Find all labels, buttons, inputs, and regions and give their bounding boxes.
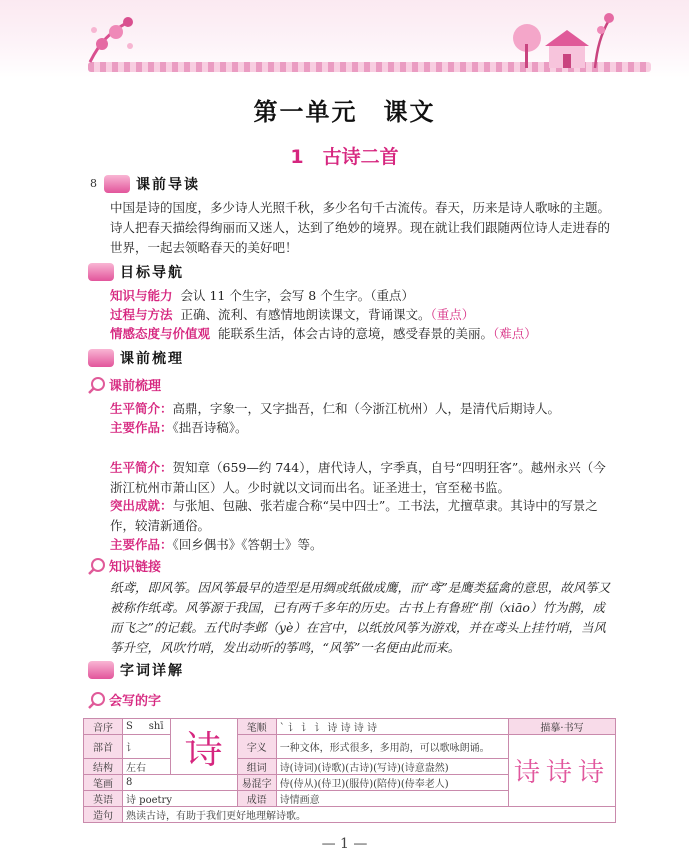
section-label: 目标导航 (120, 265, 184, 281)
subsection-label: 课前梳理 (109, 379, 162, 394)
label-strokes: 笔画 (84, 775, 123, 791)
radical-value: 讠 (123, 735, 171, 759)
subsection-knowledge (88, 556, 161, 575)
flower-decoration-icon (80, 12, 140, 68)
goal-tag: （难点） (492, 326, 537, 341)
big-character: 诗 (170, 719, 237, 775)
goal-item (110, 324, 630, 344)
poet-info-line (110, 399, 620, 419)
sentence-value: 熟读古诗，有助于我们更好地理解诗歌。 (123, 807, 616, 823)
label-radical: 部首 (84, 735, 123, 759)
info-key: 突出成就： (110, 498, 173, 513)
idiom-value: 诗情画意 (276, 791, 508, 807)
info-key: 生平简介： (110, 401, 173, 416)
subsection-label: 会写的字 (109, 694, 162, 709)
goal-key: 知识与能力 (110, 288, 173, 303)
info-text: 《拙吾诗稿》。 (172, 420, 248, 435)
label-meaning: 字义 (237, 735, 276, 759)
stroke-sequence: ` 讠 讠 讠 诗 诗 诗 诗 (276, 719, 508, 735)
page-number: — 1 — (321, 836, 368, 852)
info-key: 生平简介： (110, 460, 173, 475)
section-goals (88, 262, 184, 282)
header-banner (0, 0, 689, 78)
goal-text: 会认 11 个生字，会写 8 个生字。 (180, 288, 371, 303)
house-tree-decoration-icon (505, 8, 615, 70)
unit-title: 第一单元 课文 (253, 98, 436, 126)
character-card-table (83, 718, 616, 823)
order-letter: S shī (123, 719, 171, 735)
label-order: 音序 (84, 719, 123, 735)
side-page-number: 8 (90, 177, 97, 190)
label-english: 英语 (84, 791, 123, 807)
label-idiom: 成语 (237, 791, 276, 807)
book-icon (88, 263, 114, 281)
label-stroke-order: 笔顺 (237, 719, 276, 735)
subsection-pre-review (88, 375, 161, 394)
goal-item (110, 305, 610, 325)
info-key: 主要作品： (110, 537, 173, 552)
poet-info-line (110, 535, 615, 555)
book-icon (104, 175, 130, 193)
info-text: 高鼎，字象一，又字拙吾，仁和（今浙江杭州）人，是清代后期诗人。 (172, 401, 561, 416)
goal-text: 正确、流利、有感情地朗读课文，背诵课文。 (180, 307, 431, 322)
trace-practice: 诗诗诗 (509, 735, 616, 807)
section-label: 课前导读 (136, 177, 200, 193)
label-words: 组词 (237, 759, 276, 775)
lesson-title: 1 古诗二首 (290, 146, 399, 168)
meaning-value: 一种文体，形式很多，多用韵，可以歌咏朗诵。 (276, 735, 508, 759)
confusable-value: 侍(侍从)(侍卫)(服侍)(陪侍)(侍奉老人) (276, 775, 508, 791)
goal-text: 能联系生活，体会古诗的意境，感受春景的美丽。 (217, 326, 493, 341)
section-preview-guide (104, 174, 206, 194)
strokes-value: 8 (123, 775, 238, 791)
info-key: 主要作品： (110, 420, 173, 435)
section-pre-class (88, 348, 184, 368)
info-text: 与张旭、包融、张若虚合称“吴中四士”。工书法，尤擅草隶。其诗中的写景之作，较清新通俗。 (110, 498, 598, 533)
info-text: 《回乡偶书》《答朝士》等。 (172, 537, 323, 552)
poet-info-line (110, 496, 615, 536)
magnifier-icon (88, 691, 106, 709)
label-sentence: 造句 (84, 807, 123, 823)
section-label: 课前梳理 (120, 351, 184, 367)
goal-key: 情感态度与价值观 (110, 326, 211, 341)
section-word-explain (88, 660, 184, 680)
label-structure: 结构 (84, 759, 123, 775)
goal-tag: （重点） (430, 307, 475, 322)
label-practice: 描摹·书写 (509, 719, 616, 735)
subsection-label: 知识链接 (109, 560, 162, 575)
magnifier-icon (88, 557, 106, 575)
goal-key: 过程与方法 (110, 307, 173, 322)
label-confusable: 易混字 (237, 775, 276, 791)
words-value: 诗(诗词)(诗歌)(古诗)(写诗)(诗意盎然) (276, 759, 508, 775)
knowledge-paragraph: 纸鸢，即风筝。因风筝最早的造型是用绸或纸做成鹰，而“鸢”是鹰类猛禽的意思，故风筝又被称作纸鸢。风筝源于我国，已有两千多年的历史。古书上有鲁班“削（xiāo）竹为鹊，成而飞之”的记载。五代时李邺（yè）在宫中，以纸放风筝为游戏，并在鸢头上挂竹哨，当风筝升空，风吹竹哨，发出动听的筝鸣，“风筝”一名便由此而来。 (110, 580, 611, 655)
intro-paragraph: 中国是诗的国度，多少诗人光照千秋，多少名句千古流传。春天，历来是诗人歌咏的主题。诗人把春天描绘得绚丽而又迷人，达到了绝妙的境界。现在就让我们跟随两位诗人走进春的世界，一起去领略春天的美好吧！ (110, 200, 611, 255)
poet-info-line (110, 458, 615, 498)
magnifier-icon (88, 376, 106, 394)
goal-item (110, 286, 610, 306)
section-label: 字词详解 (120, 663, 184, 679)
subsection-write-chars (88, 690, 161, 709)
goal-tag: （重点） (370, 288, 414, 303)
book-icon (88, 661, 114, 679)
poet-info-line (110, 418, 620, 438)
book-icon (88, 349, 114, 367)
info-text: 贺知章（659—约 744），唐代诗人，字季真，自号“四明狂客”。越州永兴（今浙江杭州市萧山区）人。少时就以文词而出名。证圣进士，官至秘书监。 (110, 460, 606, 495)
structure-value: 左右 (123, 759, 171, 775)
english-value: 诗 poetry (123, 791, 238, 807)
